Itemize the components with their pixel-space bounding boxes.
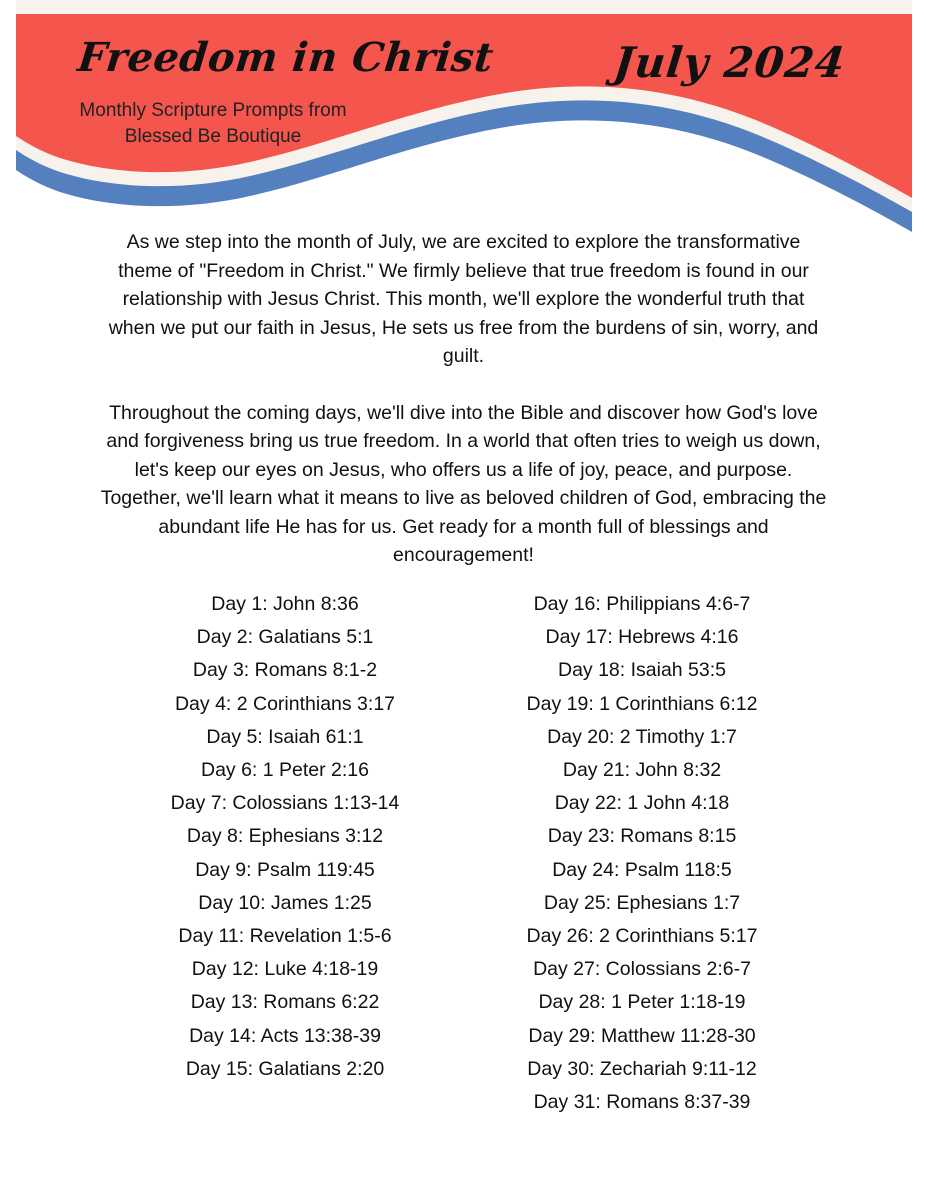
scripture-entry: Day 9: Psalm 119:45 [195, 858, 375, 881]
intro-paragraph-1: As we step into the month of July, we are excited to explore the transformative theme of "Freedom in Christ." We firmly believe that true freedom is found in our relationship with Jesus Christ. This month, we'll explore the wonderful truth that when we put our faith in Jesus, He sets us free from the burdens of sin, worry, and guilt. [108, 231, 819, 367]
scripture-entry: Day 25: Ephesians 1:7 [543, 891, 741, 914]
intro-section [98, 228, 829, 570]
scripture-entry: Day 7: Colossians 1:13-14 [170, 792, 400, 815]
header-wave-graphic [0, 0, 927, 250]
paragraph-spacer [98, 371, 829, 399]
scripture-entry: Day 22: 1 John 4:18 [554, 792, 730, 815]
scripture-entry: Day 10: James 1:25 [198, 891, 372, 914]
scripture-entry: Day 4: 2 Corinthians 3:17 [174, 692, 396, 715]
scripture-entry: Day 29: Matthew 11:28-30 [528, 1024, 756, 1047]
scripture-entry: Day 2: Galatians 5:1 [196, 626, 374, 649]
scripture-entry: Day 20: 2 Timothy 1:7 [547, 725, 737, 748]
scripture-entry: Day 24: Psalm 118:5 [552, 858, 732, 881]
newsletter-subtitle-line2: Blessed Be Boutique [124, 126, 302, 147]
header-banner [0, 0, 927, 250]
scripture-column-left [120, 588, 450, 1119]
scripture-entry: Day 6: 1 Peter 2:16 [200, 759, 370, 782]
scripture-entry: Day 1: John 8:36 [211, 593, 359, 615]
scripture-entry: Day 16: Philippians 4:6-7 [533, 593, 751, 615]
scripture-entry: Day 31: Romans 8:37-39 [533, 1091, 751, 1114]
issue-date: July 2024 [611, 38, 848, 87]
scripture-entry: Day 26: 2 Corinthians 5:17 [526, 925, 758, 948]
scripture-entry: Day 13: Romans 6:22 [190, 991, 380, 1014]
scripture-entry: Day 28: 1 Peter 1:18-19 [538, 991, 746, 1014]
scripture-entry: Day 17: Hebrews 4:16 [545, 626, 739, 649]
scripture-entry: Day 8: Ephesians 3:12 [186, 825, 384, 848]
scripture-entry: Day 19: 1 Corinthians 6:12 [526, 692, 758, 715]
scripture-entry: Day 27: Colossians 2:6-7 [533, 958, 751, 981]
scripture-entry: Day 15: Galatians 2:20 [185, 1057, 385, 1080]
scripture-entry: Day 18: Isaiah 53:5 [557, 659, 727, 682]
scripture-entry: Day 11: Revelation 1:5-6 [178, 925, 392, 948]
newsletter-subtitle-line1: Monthly Scripture Prompts from [79, 100, 347, 121]
scripture-entry: Day 23: Romans 8:15 [547, 825, 737, 848]
scripture-entry: Day 3: Romans 8:1-2 [192, 659, 378, 682]
intro-paragraph-2: Throughout the coming days, we'll dive into the Bible and discover how God's love and forgiveness bring us true freedom. In a world that often tries to weigh us down, let's keep our eyes on Jesus, who offers us a life of joy, peace, and purpose. Together, we'll learn what it means to live as beloved children of God, embracing the abundant life He has for us. Get ready for a month full of blessings and encouragement! [100, 401, 827, 566]
scripture-entry: Day 14: Acts 13:38-39 [189, 1024, 381, 1047]
scripture-column-right [477, 588, 807, 1119]
scripture-entry: Day 12: Luke 4:18-19 [191, 958, 379, 981]
newsletter-title: Freedom in Christ [75, 34, 496, 81]
scripture-entry: Day 21: John 8:32 [562, 759, 722, 782]
scripture-list [120, 588, 807, 1119]
scripture-entry: Day 5: Isaiah 61:1 [206, 725, 364, 748]
scripture-entry: Day 30: Zechariah 9:11-12 [527, 1057, 757, 1080]
